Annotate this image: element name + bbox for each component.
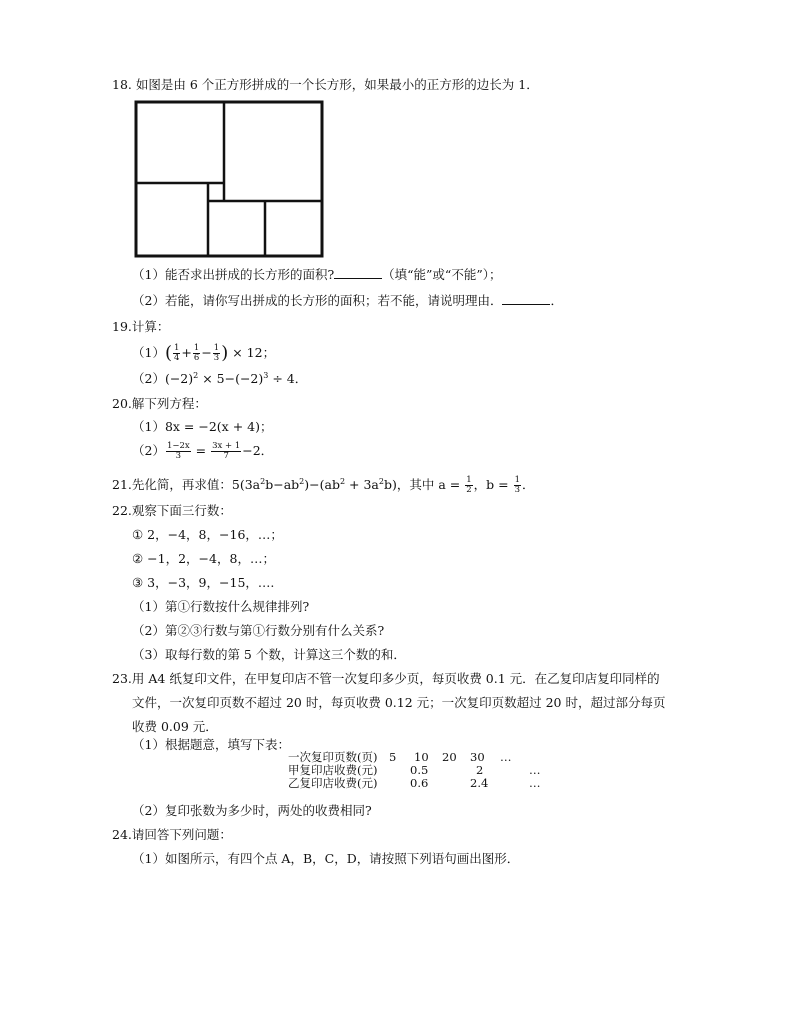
q23-part1: （1）根据题意，填写下表： (132, 737, 290, 752)
q18-stem: 18. 如图是由 6 个正方形拼成的一个长方形，如果最小的正方形的边长为 1． (112, 77, 539, 92)
q22-row2: ② −1，2，−4，8，…； (132, 551, 275, 566)
q22-part3: （3）取每行数的第 5 个数，计算这三个数的和． (132, 647, 406, 662)
q20-part2: （2） $\frac{1-2x}{3}$ = $\frac{3x + 1}{7}$ −2． (132, 441, 274, 461)
q21-text: 21.先化简，再求值：$5(3a^2b-ab^2)-(ab^2 + 3a^2b)$，其中 a = $\frac{1}{2}$ ，b = $\frac{1}{3}$ ． (112, 475, 535, 495)
q19-part2: $(2)(-2)^2 \times 5-(-2)^3 \div 4$． (132, 371, 308, 386)
fraction: $\frac{1}{6}$ (193, 343, 200, 363)
worksheet-page: 18. 如图是由 6 个正方形拼成的一个长方形，如果最小的正方形的边长为 1． （1）能否求出拼成的长方形的面积? （填“能”或“不能”）； （2）若能，请你写出拼成的长方形的面积；若不能，请说明理由． ． 19.计算： （1）( $\frac{1}{4}$ + $\frac{1}{6}$ − $\frac{1}{3}$ ) × 12； $(2)(-2)^2 \times 5-(-2)^3 \div 4$． 20.解下列方程： （1）8x = −2(x + 4)； （2） $\frac{1-2x}{3}$ = $\frac{3x + 1}{7}$ −2． 21.先化简，再求值：$5(3a^2b-ab^2)-(ab^2 + 3a^2b)$，其中 a = $\frac{1}{2}$ ，b = $\frac{1}{3}$ ． 22.观察下面三行数： ① 2，−4，8，−16，…； ② −1，2，−4，8，…； ③ 3，−3，9，−15，…. （1）第①行数按什么规律排列? （2）第②③行数与第①行数分别有什么关系? （3）取每行数的第 5 个数，计算这三个数的和． 23.用 A4 纸复印文件，在甲复印店不管一次复印多少页，每页收费 0.1 元．在乙复印店复印同样的 文件，一次复印页数不超过 20 时，每页收费 0.12 元；一次复印页数超过 20 时，超过部分每页 收费 0.09 元． （1）根据题意，填写下表： 一次复印页数(页) 5 10 20 30 … 甲复印店收费(元) 0.5 2 … 乙复印店收费(元) 0.6 2.4 … （2）复印张数为多少时，两处的收费相同? 24.请回答下列问题： （1）如图所示，有四个点 A，B，C，D，请按照下列语句画出图形． (112, 77, 666, 866)
fraction: $\frac{1-2x}{3}$ (166, 441, 190, 461)
q22-row1: ① 2，−4，8，−16，…； (132, 527, 283, 542)
fraction: $\frac{1}{3}$ (514, 475, 520, 495)
q22-part2: （2）第②③行数与第①行数分别有什么关系? (132, 623, 385, 638)
q24-part1: （1）如图所示，有四个点 A，B，C，D，请按照下列语句画出图形． (132, 851, 520, 866)
q23-part2: （2）复印张数为多少时，两处的收费相同? (132, 803, 372, 818)
q19-stem: 19.计算： (112, 319, 170, 334)
q18-part2: （2）若能，请你写出拼成的长方形的面积；若不能，请说明理由． ． (132, 293, 563, 308)
q23-line3: 收费 0.09 元． (132, 719, 218, 734)
fraction: $\frac{1}{4}$ (173, 343, 180, 363)
fraction: $\frac{3x + 1}{7}$ (212, 441, 241, 461)
q20-part1: （1）8x = −2(x + 4)； (132, 419, 273, 434)
answer-blank[interactable] (334, 266, 382, 279)
fraction: $\frac{1}{3}$ (213, 343, 220, 363)
fraction: $\frac{1}{2}$ (466, 475, 472, 495)
q18-squares-figure (134, 100, 326, 260)
outer-rectangle (136, 102, 322, 256)
q23-line2: 文件，一次复印页数不超过 20 时，每页收费 0.12 元；一次复印页数超过 20 时，超过部分每页 (132, 695, 666, 710)
q24-stem: 24.请回答下列问题： (112, 827, 232, 842)
q23-line1: 23.用 A4 纸复印文件，在甲复印店不管一次复印多少页，每页收费 0.1 元．在乙复印店复印同样的 (112, 671, 660, 686)
q20-stem: 20.解下列方程： (112, 396, 207, 411)
q22-row3: ③ 3，−3，9，−15，…. (132, 575, 275, 590)
q22-stem: 22.观察下面三行数： (112, 503, 232, 518)
q19-part1: （1）( $\frac{1}{4}$ + $\frac{1}{6}$ − $\frac{1}{3}$ ) × 12； (132, 342, 276, 364)
q22-part1: （1）第①行数按什么规律排列? (132, 599, 310, 614)
answer-blank[interactable] (502, 292, 550, 305)
q18-part1: （1）能否求出拼成的长方形的面积? （填“能”或“不能”）； (132, 267, 502, 282)
